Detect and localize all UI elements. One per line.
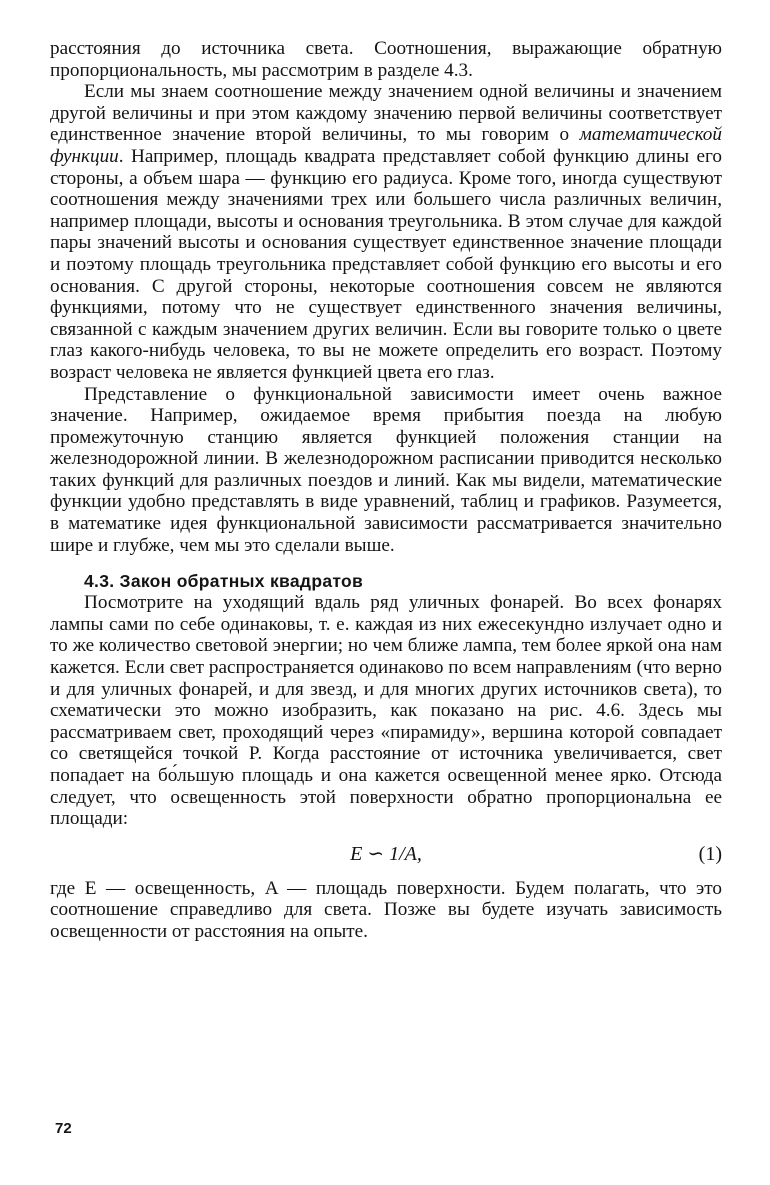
term-math-function: математической функции [50, 124, 722, 167]
page-body [50, 38, 722, 943]
spacer [50, 556, 722, 570]
equation-number: (1) [698, 842, 722, 865]
paragraph-street-lamps: Посмотрите на уходящий вдаль ряд уличных фонарей. Во всех фонарях лампы сами по себе одинаковы, т. е. каждая из них ежесекундно излучает одно и то же количество световой энергии; но чем ближе лампа, тем более яркой она нам кажется. Если свет распространяется одинаково по всем направлениям (что верно и для уличных фонарей, и для звезд, и для многих других источников света), то схематически это можно изобразить, как показано на рис. 4.6. Здесь мы рассматриваем свет, проходящий через «пирамиду», вершина которой совпадает со светящейся точкой P. Когда расстояние от источника увеличивается, свет попадает на бо́льшую площадь и она кажется освещенной менее ярко. Отсюда следует, что освещенность этой поверхности обратно пропорциональна ее площади: [50, 592, 722, 830]
equation: E ∽ 1/A, [350, 842, 422, 865]
paragraph-functional-dependence: Представление о функциональной зависимости имеет очень важное значение. Например, ожидаемое время прибытия поезда на любую промежуточную станцию является функцией положения станции на железнодорожной линии. В железнодорожном расписании приводится несколько таких функций для различных поездов и линий. Как мы видели, математические функции удобно представлять в виде уравнений, таблиц и графиков. Разумеется, в математике идея функциональной зависимости рассматривается значительно шире и глубже, чем мы это сделали выше. [50, 383, 722, 556]
paragraph-after-equation: где E — освещенность, A — площадь поверхности. Будем полагать, что это соотношение справедливо для света. Позже вы будете изучать зависимость освещенности от расстояния на опыте. [50, 877, 722, 942]
equation-row [50, 834, 722, 878]
paragraph-text: Если мы знаем соотношение между значением одной величины и значением другой величины и при этом каждому значению первой величины соответствует единственное значение второй величины, то мы говорим о [50, 81, 722, 146]
paragraph-math-function [50, 81, 722, 383]
paragraph-continuation: расстояния до источника света. Соотношения, выражающие обратную пропорциональность, мы рассмотрим в разделе 4.3. [50, 38, 722, 81]
page-number: 72 [55, 1120, 72, 1137]
section-heading: 4.3. Закон обратных квадратов [84, 571, 364, 592]
paragraph-text: . Например, площадь квадрата представляет собой функцию длины его стороны, а объем шара — функцию его радиуса. Кроме того, иногда существуют соотношения между значениями трех или большего числа различных величин, например площади, высоты и основания треугольника. В этом случае для каждой пары значений высоты и основания существует единственное значение площади и поэтому площадь треугольника представляет собой функцию его высоты и его основания. С другой стороны, некоторые соотношения совсем не являются функциями, потому что не существует единственного значения величины, связанной с каждым значением других величин. Если вы говорите только о цвете глаз какого-нибудь человека, то вы не можете определить его возраст. Поэтому возраст человека не является функцией цвета его глаз. [50, 145, 722, 383]
